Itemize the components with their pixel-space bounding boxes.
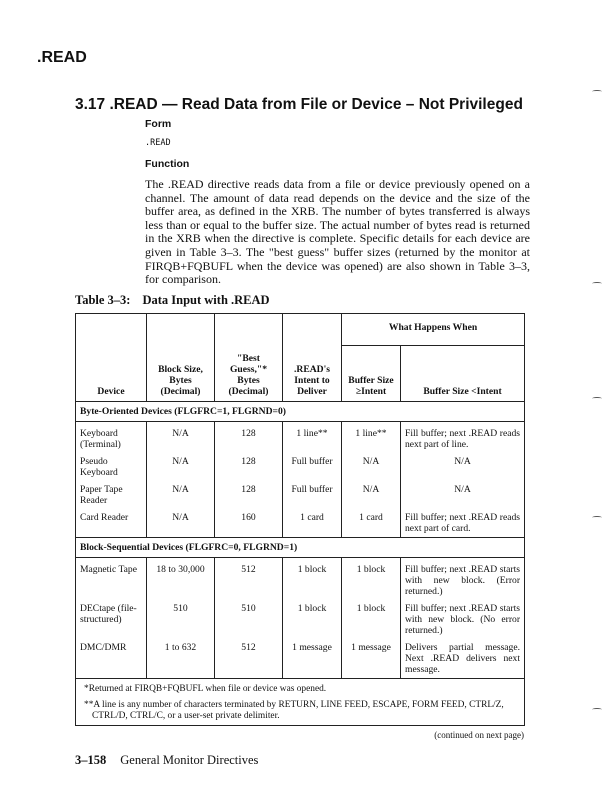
table-row [76,481,525,509]
table-row [76,600,525,639]
best-guess-cell: 128 [215,421,283,453]
footnotes [76,678,525,725]
margin-mark [592,397,602,400]
buffer-ge-cell: N/A [342,481,401,509]
intent-cell: Full buffer [283,481,342,509]
buffer-ge-cell: 1 card [342,509,401,538]
best-guess-cell: 128 [215,481,283,509]
block-size-cell: 18 to 30,000 [147,557,215,600]
device-cell: Keyboard (Terminal) [76,421,147,453]
table-row [76,639,525,679]
buffer-ge-cell: 1 block [342,557,401,600]
section-title: 3.17 .READ — Read Data from File or Device – Not Privileged [75,96,523,113]
buffer-lt-cell: Fill buffer; next .READ starts with new block. (No error returned.) [401,600,525,639]
best-guess-cell: 128 [215,453,283,481]
block-size-cell: N/A [147,421,215,453]
header-device: Device [76,313,147,401]
buffer-lt-cell: Fill buffer; next .READ reads next part of card. [401,509,525,538]
form-label: Form [145,118,172,130]
running-head: .READ [37,49,87,66]
section-title: Block-Sequential Devices (FLGFRC=0, FLGRND=1) [76,537,525,557]
device-cell: DECtape (file-structured) [76,600,147,639]
buffer-ge-cell: 1 line** [342,421,401,453]
intent-cell: 1 message [283,639,342,679]
device-cell: DMC/DMR [76,639,147,679]
block-size-cell: N/A [147,509,215,538]
intent-cell: 1 line** [283,421,342,453]
intent-cell: Full buffer [283,453,342,481]
section-row [76,537,525,557]
margin-mark [592,282,602,285]
header-group: What Happens When [342,313,525,345]
block-size-cell: 510 [147,600,215,639]
buffer-lt-cell: N/A [401,481,525,509]
page-footer [75,753,604,768]
section-title: Byte-Oriented Devices (FLGFRC=1, FLGRND=0) [76,401,525,421]
block-size-cell: 1 to 632 [147,639,215,679]
buffer-lt-cell: Fill buffer; next .READ starts with new block. (Error returned.) [401,557,525,600]
footnote-2: **A line is any number of characters terminated by RETURN, LINE FEED, ESCAPE, FORM FEED, CTRL/Z, CTRL/D, CTRL/C, or a user-set private delimiter. [84,699,504,721]
header-buffer-ge: Buffer Size ≥Intent [342,345,401,401]
table-row [76,421,525,453]
margin-mark [592,90,602,93]
table-row [76,509,525,538]
best-guess-cell: 512 [215,639,283,679]
margin-mark [592,708,602,711]
device-cell: Card Reader [76,509,147,538]
function-paragraph: The .READ directive reads data from a file or device previously opened on a channel. The amount of data read depends on the device and the size of the buffer area, as defined in the XRB. The number of bytes transferred is always less than or equal to the buffer size. The actual number of bytes read is returned in the XRB when the directive is complete. Specific details for each device are given in Table 3–3. The "best guess" buffer sizes (returned by the monitor at FIRQB+FQBUFL when the device was opened) are also shown in Table 3–3, for comparison. [145,177,530,287]
device-cell: Magnetic Tape [76,557,147,600]
header-intent: .READ's Intent to Deliver [283,313,342,401]
device-cell: Pseudo Keyboard [76,453,147,481]
table-caption [75,293,604,308]
footnote-1: *Returned at FIRQB+FQBUFL when file or device was opened. [84,683,327,694]
function-label: Function [145,158,190,170]
intent-cell: 1 block [283,600,342,639]
continued-note: (continued on next page) [434,729,524,740]
block-size-cell: N/A [147,453,215,481]
best-guess-cell: 512 [215,557,283,600]
buffer-ge-cell: 1 block [342,600,401,639]
best-guess-cell: 160 [215,509,283,538]
footer-title: General Monitor Directives [120,752,259,767]
buffer-ge-cell: 1 message [342,639,401,679]
header-buffer-lt: Buffer Size <Intent [401,345,525,401]
margin-mark [592,516,602,519]
header-block-size: Block Size, Bytes (Decimal) [147,313,215,401]
device-cell: Paper Tape Reader [76,481,147,509]
section-row [76,401,525,421]
best-guess-cell: 510 [215,600,283,639]
page-number: 3–158 [75,752,107,767]
table-caption-number: Table 3–3: [75,292,131,307]
intent-cell: 1 block [283,557,342,600]
buffer-ge-cell: N/A [342,453,401,481]
buffer-lt-cell: Delivers partial message. Next .READ delivers next message. [401,639,525,679]
table-row [76,453,525,481]
buffer-lt-cell: Fill buffer; next .READ reads next part of line. [401,421,525,453]
data-input-table [75,313,525,726]
intent-cell: 1 card [283,509,342,538]
table-row [76,557,525,600]
table-caption-title: Data Input with .READ [142,292,270,307]
form-code: .READ [145,138,171,148]
buffer-lt-cell: N/A [401,453,525,481]
block-size-cell: N/A [147,481,215,509]
header-best-guess: "Best Guess,"* Bytes (Decimal) [215,313,283,401]
